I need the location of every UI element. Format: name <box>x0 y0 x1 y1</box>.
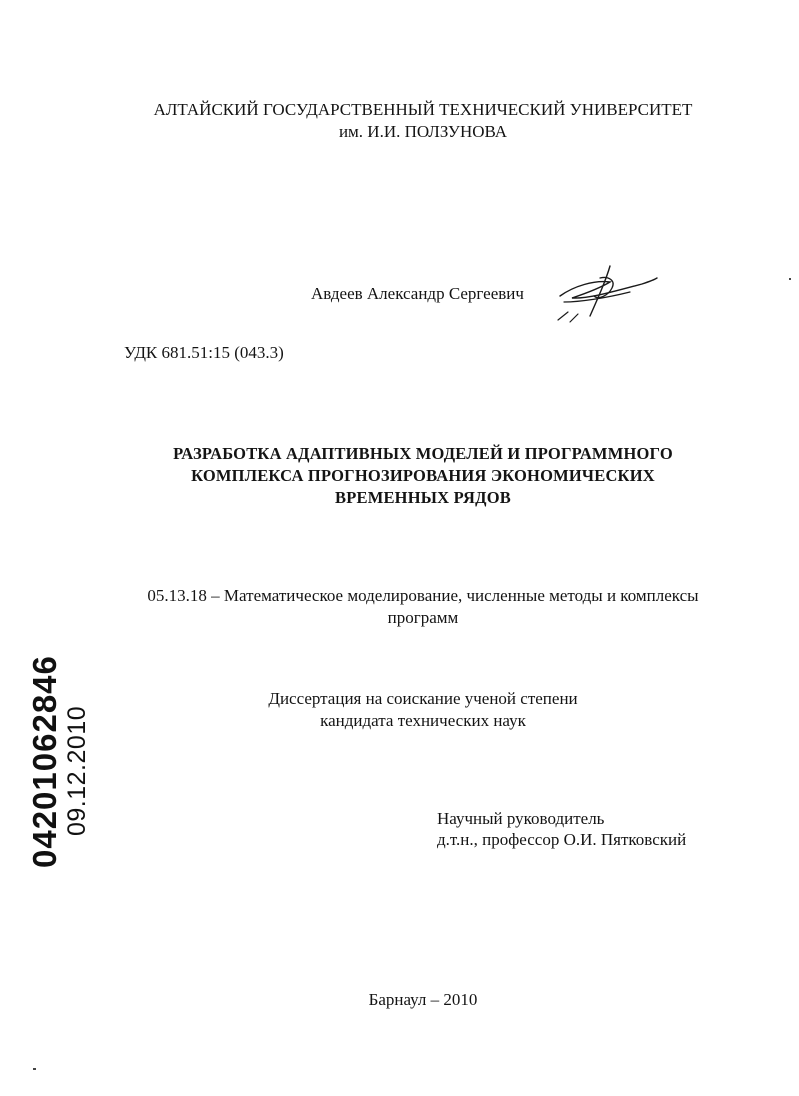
degree-line-1: Диссертация на соискание ученой степени <box>268 689 578 708</box>
specialty-line-2: программ <box>387 608 459 627</box>
library-stamp-date: 09.12.2010 <box>63 705 91 836</box>
degree-line-2: кандидата технических наук <box>320 711 526 730</box>
udc-code: УДК 681.51:15 (043.3) <box>124 343 284 362</box>
dissertation-title-line-2: КОМПЛЕКСА ПРОГНОЗИРОВАНИЯ ЭКОНОМИЧЕСКИХ <box>191 466 655 485</box>
author-name: Авдеев Александр Сергеевич <box>311 284 524 303</box>
scan-speck <box>33 1068 36 1070</box>
scan-speck <box>789 278 791 280</box>
specialty-line-1: 05.13.18 – Математическое моделирование, численные методы и комплексы <box>147 586 699 605</box>
place-and-year: Барнаул – 2010 <box>368 990 478 1009</box>
supervisor-name: д.т.н., профессор О.И. Пятковский <box>437 830 687 849</box>
author-signature <box>550 262 662 328</box>
university-name: АЛТАЙСКИЙ ГОСУДАРСТВЕННЫЙ ТЕХНИЧЕСКИЙ УНИВЕРСИТЕТ <box>153 100 693 119</box>
dissertation-title-line-1: РАЗРАБОТКА АДАПТИВНЫХ МОДЕЛЕЙ И ПРОГРАММНОГО <box>173 444 673 463</box>
dissertation-title-line-3: ВРЕМЕННЫХ РЯДОВ <box>335 488 511 507</box>
supervisor-label: Научный руководитель <box>437 809 605 828</box>
university-subname: им. И.И. ПОЛЗУНОВА <box>338 122 508 141</box>
library-stamp-number: 04201062846 <box>26 655 63 868</box>
